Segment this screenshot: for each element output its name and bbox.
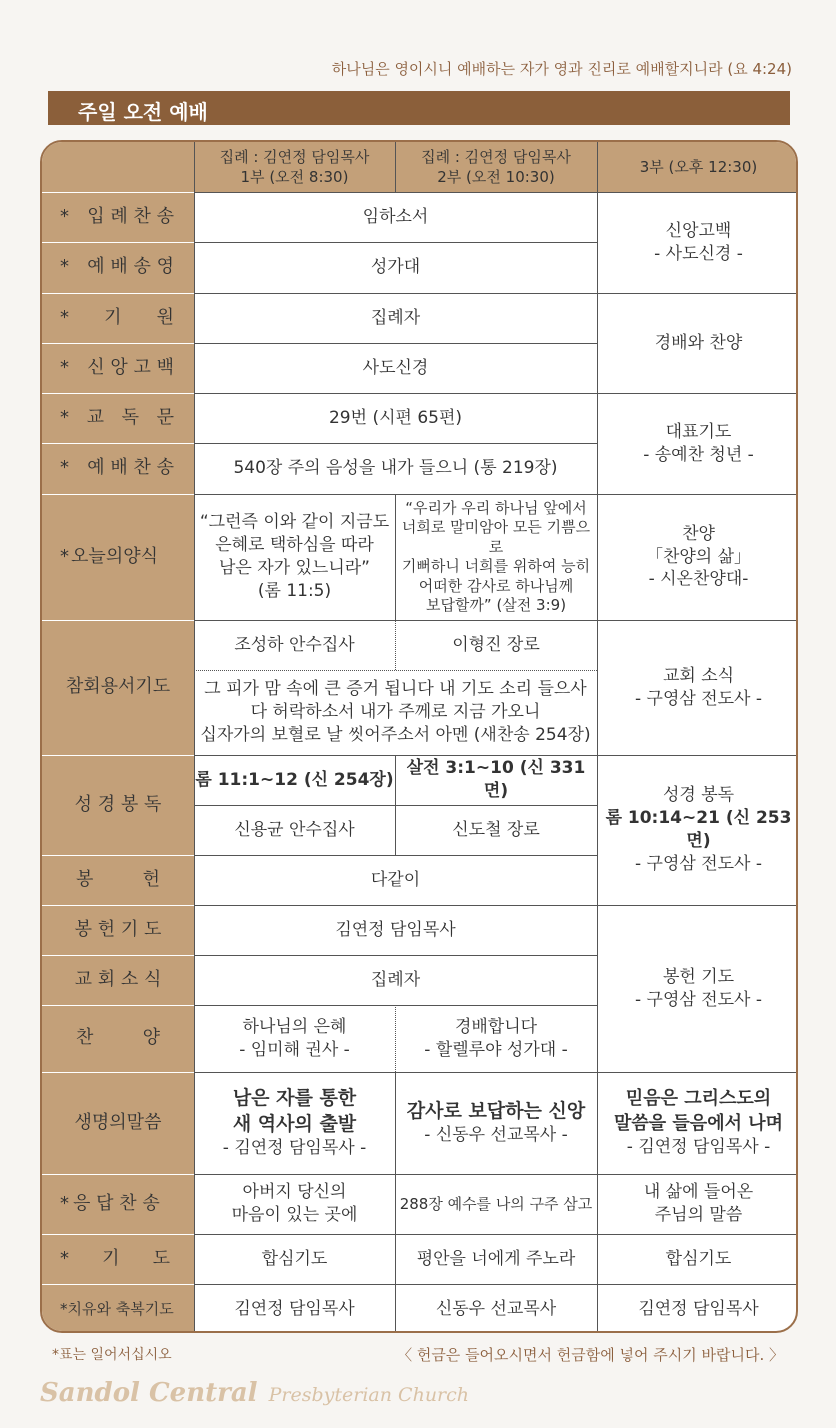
header-service-1 — [194, 142, 395, 192]
prayer-2: 평안을 너에게 주노라 — [416, 1248, 576, 1269]
third-offering-prayer: 봉헌 기도 - 구영삼 전도사 - — [634, 966, 762, 1010]
confession-leader-1: 조성하 안수집사 — [234, 634, 355, 655]
label-announcements: 교 회 소 식 — [42, 955, 194, 1005]
label-creed: * 신 앙 고 백 — [42, 343, 194, 393]
responsive-reading: 29번 (시편 65편) — [328, 407, 463, 428]
sermon-1: 남은 자를 통한 새 역사의 출발 - 김연정 담임목사 - — [222, 1086, 367, 1159]
church-logo — [40, 1378, 469, 1408]
label-doxology: * 예 배 송 영 — [42, 242, 194, 293]
third-prayer: 합심기도 — [665, 1248, 732, 1269]
header-time-1: 1부 (오전 8:30) — [240, 168, 349, 186]
header-service-3 — [597, 142, 798, 192]
third-scripture: 성경 봉독 롬 10:14~21 (신 253면) - 구영삼 전도사 - — [605, 785, 792, 874]
scripture-reader-2: 신도철 장로 — [452, 819, 540, 840]
response-hymn-2: 288장 예수를 나의 구주 삼고 — [399, 1194, 593, 1213]
label-daily-bread: * 오늘의양식 — [42, 494, 194, 620]
standing-note: *표는 일어서십시오 — [52, 1347, 172, 1363]
third-response-hymn: 내 삶에 들어온 주님의 말씀 — [643, 1182, 754, 1225]
third-rep-prayer: 대표기도 - 송예찬 청년 - — [643, 421, 754, 465]
church-subtitle: Presbyterian Church — [268, 1384, 470, 1406]
header-service-2 — [395, 142, 597, 192]
label-scripture: 성 경 봉 독 — [42, 755, 194, 855]
third-creed: 신앙고백 - 사도신경 - — [654, 220, 743, 264]
label-healing-prayer: * 치유와 축복기도 — [42, 1284, 194, 1333]
confession-prayer: 그 피가 맘 속에 큰 증거 됩니다 내 기도 소리 들으사 다 허락하소서 내가 주께로 지금 가오니 십자가의 보혈로 날 씻어주소서 아멘 (새찬송 254장) — [200, 679, 591, 745]
label-offering: 봉 헌 — [42, 855, 194, 905]
healing-prayer-2: 신동우 선교목사 — [435, 1299, 557, 1320]
title-bar — [48, 91, 790, 125]
entrance-hymn: 임하소서 — [362, 206, 429, 227]
daily-bread-2: “우리가 우리 하나님 앞에서 너희로 말미암아 모든 기쁨으로 기뻐하니 너희를 위하여 능히 어떠한 감사로 하나님께 보답할까” (살전 3:9) — [401, 498, 591, 614]
healing-prayer-1: 김연정 담임목사 — [234, 1299, 355, 1320]
label-sermon: 생명의말씀 — [42, 1072, 194, 1174]
third-news: 교회 소식 - 구영삼 전도사 - — [634, 665, 762, 709]
label-worship-hymn: * 예 배 찬 송 — [42, 443, 194, 494]
scripture-ref-1: 롬 11:1~12 (신 254장) — [195, 769, 394, 790]
label-confession: 참회용서기도 — [42, 620, 194, 755]
creed: 사도신경 — [362, 357, 429, 378]
header-blank — [42, 142, 194, 192]
response-hymn-1: 아버지 당신의 마음이 있는 곳에 — [231, 1182, 358, 1225]
confession-leader-2: 이형진 장로 — [452, 634, 540, 655]
header-officiant-2: 집례 : 김연정 담임목사 — [421, 147, 571, 166]
page-title: 주일 오전 예배 — [78, 100, 208, 124]
offering: 다같이 — [370, 869, 421, 890]
header-time-2: 2부 (오전 10:30) — [437, 168, 555, 186]
label-responsive-reading: * 교 독 문 — [42, 393, 194, 443]
daily-bread-1: “그런즉 이와 같이 지금도 은혜로 택하심을 따라 남은 자가 있느니라” (롬 11:5) — [199, 512, 390, 601]
third-worship: 경배와 찬양 — [654, 332, 743, 353]
label-entrance-hymn: * 입 례 찬 송 — [42, 192, 194, 242]
invocation: 집례자 — [370, 307, 421, 328]
label-response-hymn: * 응 답 찬 송 — [42, 1174, 194, 1234]
scripture-ref-2: 살전 3:1~10 (신 331면) — [406, 758, 586, 801]
church-name: Sandol Central — [40, 1378, 258, 1408]
praise-2: 경배합니다 - 할렐루야 성가대 - — [424, 1016, 568, 1060]
label-offering-prayer: 봉 헌 기 도 — [42, 905, 194, 955]
announcements: 집례자 — [370, 969, 421, 990]
doxology: 성가대 — [370, 257, 421, 278]
third-praise: 찬양 「찬양의 삶」 - 시온찬양대- — [645, 523, 752, 590]
worship-order-table — [40, 140, 798, 1333]
header-officiant-1: 집례 : 김연정 담임목사 — [219, 147, 370, 166]
third-sermon: 믿음은 그리스도의 말씀을 들음에서 나며 - 김연정 담임목사 - — [613, 1088, 784, 1157]
offering-note: 〈 헌금은 들어오시면서 헌금함에 넣어 주시기 바랍니다. 〉 — [397, 1346, 784, 1364]
praise-1: 하나님의 은혜 - 임미해 권사 - — [239, 1016, 350, 1060]
worship-hymn: 540장 주의 음성을 내가 들으니 (통 219장) — [233, 458, 558, 479]
sermon-2: 감사로 보답하는 신앙 - 신동우 선교목사 - — [406, 1099, 586, 1146]
header-time-3: 3부 (오후 12:30) — [639, 157, 758, 176]
prayer-1: 합심기도 — [261, 1248, 328, 1269]
label-invocation: * 기 원 — [42, 293, 194, 343]
third-healing-prayer: 김연정 담임목사 — [638, 1299, 759, 1320]
label-praise: 찬 양 — [42, 1005, 194, 1072]
label-prayer: * 기 도 — [42, 1234, 194, 1284]
scripture-reader-1: 신용균 안수집사 — [234, 819, 355, 840]
offering-prayer: 김연정 담임목사 — [335, 919, 456, 940]
bible-verse: 하나님은 영이시니 예배하는 자가 영과 진리로 예배할지니라 (요 4:24) — [331, 60, 792, 78]
